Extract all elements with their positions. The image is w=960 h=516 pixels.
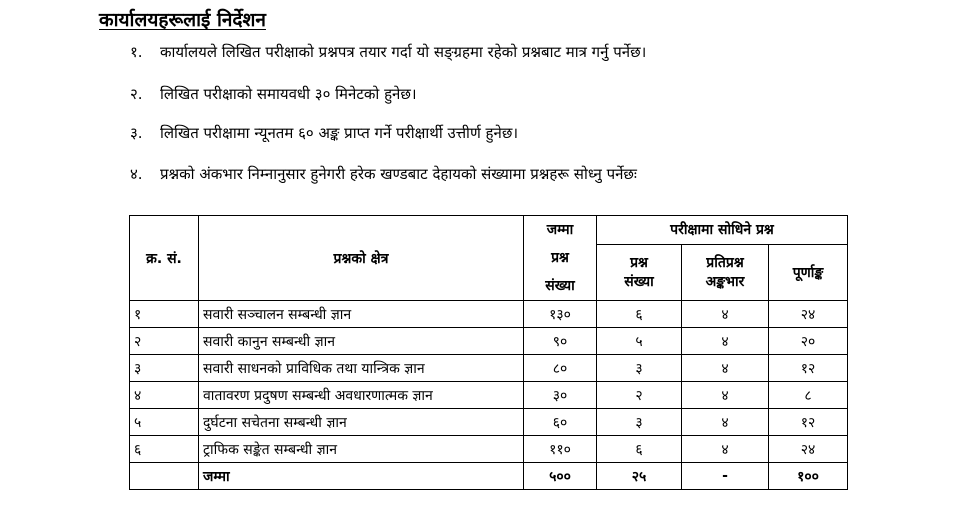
instruction-3	[130, 123, 518, 143]
cell-serial: ४	[130, 382, 199, 409]
table-row	[130, 409, 848, 436]
cell-per-mark: ४	[682, 355, 769, 382]
header-total-line: प्रश्न	[551, 250, 569, 266]
header-mark-line: प्रतिप्रश्न	[706, 255, 744, 272]
instruction-number: १.	[130, 43, 143, 61]
instruction-text: कार्यालयले लिखित परीक्षाको प्रश्नपत्र तयार गर्दा यो सङ्ग्रहमा रहेको प्रश्नबाट मात्र गर्नु पर्नेछ।	[160, 43, 647, 61]
cell-asked: २५	[597, 463, 682, 490]
cell-full: २४	[769, 436, 848, 463]
cell-serial: ६	[130, 436, 199, 463]
header-mark-line: अङ्कभार	[705, 274, 745, 291]
header-total-line: जम्मा	[546, 222, 574, 238]
instruction-text: लिखित परीक्षामा न्यूनतम ६० अङ्क प्राप्त गर्ने परीक्षार्थी उत्तीर्ण हुनेछ।	[160, 124, 519, 142]
cell-per-mark: ४	[682, 382, 769, 409]
header-asked-line: प्रश्न	[630, 255, 648, 272]
cell-per-mark: ४	[682, 328, 769, 355]
header-asked-line: संख्या	[624, 274, 654, 291]
table-row	[130, 382, 848, 409]
cell-serial: २	[130, 328, 199, 355]
cell-total: १३०	[524, 301, 597, 328]
header-full-marks: पूर्णाङ्क	[769, 244, 848, 300]
cell-serial: ५	[130, 409, 199, 436]
cell-per-mark: -	[682, 463, 769, 490]
cell-area: सवारी साधनको प्राविधिक तथा यान्त्रिक ज्ञान	[199, 355, 524, 382]
marks-distribution-table	[129, 215, 848, 490]
cell-total: ३०	[524, 382, 597, 409]
cell-area: सवारी कानुन सम्बन्धी ज्ञान	[199, 328, 524, 355]
cell-full: १२	[769, 355, 848, 382]
cell-total: ९०	[524, 328, 597, 355]
table-row	[130, 328, 848, 355]
instruction-text: प्रश्नको अंकभार निम्नानुसार हुनेगरी हरेक खण्डबाट देहायको संख्यामा प्रश्नहरू सोध्नु पर्नेछः	[160, 165, 637, 183]
instruction-number: २.	[130, 85, 143, 103]
instruction-1	[130, 42, 646, 62]
header-asked-group: परीक्षामा सोधिने प्रश्न	[597, 216, 848, 245]
cell-area: ट्राफिक सङ्केत सम्बन्धी ज्ञान	[199, 436, 524, 463]
table-row	[130, 355, 848, 382]
cell-asked: ५	[597, 328, 682, 355]
page-heading: कार्यालयहरूलाई निर्देशन	[99, 9, 266, 31]
cell-full: १२	[769, 409, 848, 436]
cell-full: २०	[769, 328, 848, 355]
cell-full: ८	[769, 382, 848, 409]
cell-area: सवारी सञ्चालन सम्बन्धी ज्ञान	[199, 301, 524, 328]
cell-total: ५००	[524, 463, 597, 490]
header-total-line: संख्या	[545, 278, 575, 294]
instruction-number: ३.	[130, 124, 143, 142]
cell-asked: ६	[597, 301, 682, 328]
instruction-2	[130, 84, 417, 104]
header-total-questions	[524, 216, 597, 301]
table-row	[130, 301, 848, 328]
cell-asked: ३	[597, 409, 682, 436]
cell-total: ११०	[524, 436, 597, 463]
table-total-row	[130, 463, 848, 490]
cell-serial-empty	[130, 463, 199, 490]
header-serial: क्र. सं.	[130, 216, 199, 301]
table-row	[130, 436, 848, 463]
cell-asked: २	[597, 382, 682, 409]
cell-serial: १	[130, 301, 199, 328]
cell-per-mark: ४	[682, 436, 769, 463]
instruction-4	[130, 164, 637, 184]
header-area: प्रश्नको क्षेत्र	[199, 216, 524, 301]
cell-asked: ६	[597, 436, 682, 463]
cell-total: ६०	[524, 409, 597, 436]
header-asked-count	[597, 244, 682, 300]
header-per-question-mark	[682, 244, 769, 300]
cell-full: १००	[769, 463, 848, 490]
cell-per-mark: ४	[682, 409, 769, 436]
cell-asked: ३	[597, 355, 682, 382]
cell-serial: ३	[130, 355, 199, 382]
instruction-number: ४.	[130, 165, 143, 183]
cell-area: दुर्घटना सचेतना सम्बन्धी ज्ञान	[199, 409, 524, 436]
instruction-text: लिखित परीक्षाको समायवधी ३० मिनेटको हुनेछ।	[160, 85, 417, 103]
cell-total: ८०	[524, 355, 597, 382]
cell-total-label: जम्मा	[199, 463, 524, 490]
cell-area: वातावरण प्रदुषण सम्बन्धी अवधारणात्मक ज्ञान	[199, 382, 524, 409]
cell-full: २४	[769, 301, 848, 328]
cell-per-mark: ४	[682, 301, 769, 328]
